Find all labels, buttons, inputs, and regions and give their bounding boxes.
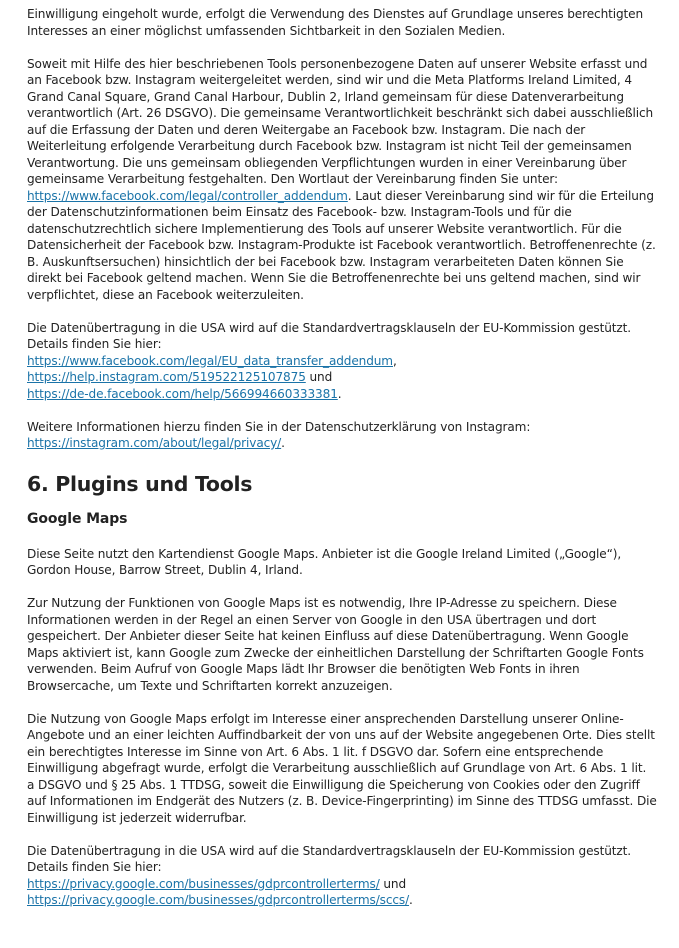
paragraph-joint-controllership (27, 56, 657, 304)
paragraph-consent-basis (27, 6, 657, 39)
controller-addendum-link[interactable]: https://www.facebook.com/legal/controller_addendum (27, 188, 348, 203)
paragraph-text: Einwilligung eingeholt wurde, erfolgt die Verwendung des Dienstes auf Grundlage unseres berechtigten Interesses an einer möglichst umfassenden Sichtbarkeit in den Sozialen Medien. (27, 7, 644, 38)
paragraph-text: Diese Seite nutzt den Kartendienst Google Maps. Anbieter ist die Google Ireland Limited („Google“), Gordon House, Barrow Street, Dublin 4, Irland. (27, 546, 622, 577)
separator: . (337, 386, 342, 401)
paragraph-us-transfer-google (27, 843, 657, 909)
subheading-google-maps: Google Maps (27, 510, 128, 527)
paragraph-google-maps-ip (27, 595, 657, 694)
facebook-help-link[interactable]: https://de-de.facebook.com/help/566994660333381 (27, 386, 338, 401)
paragraph-google-maps-provider (27, 546, 657, 579)
eu-data-transfer-addendum-link[interactable]: https://www.facebook.com/legal/EU_data_transfer_addendum (27, 353, 393, 368)
separator: . (409, 893, 413, 907)
paragraph-google-maps-legal-basis (27, 711, 657, 827)
gdpr-sccs-link[interactable]: https://privacy.google.com/businesses/gdprcontrollerterms/sccs/ (27, 893, 410, 907)
paragraph-instagram-privacy (27, 419, 657, 452)
separator: und (379, 876, 407, 891)
paragraph-text: . Laut dieser Vereinbarung sind wir für die Erteilung der Datenschutzinformationen beim Einsatz des Facebook- bzw. Instagram-Tools und für die datenschutzrechtlich sichere Implementierung des Tools auf unserer Website verantwortlich. Für die Datensicherheit der Facebook bzw. Instagram-Produkte ist Facebook verantwortlich. Betroffenenrechte (z. B. Auskunftsersuchen) hinsichtlich der bei Facebook bzw. Instagram verarbeiteten Daten können Sie direkt bei Facebook geltend machen. Wenn Sie die Betroffenenrechte bei uns geltend machen, sind wir verpflichtet, diese an Facebook weiterzuleiten. (27, 188, 656, 302)
paragraph-us-transfer-facebook (27, 320, 657, 403)
paragraph-text: Die Datenübertragung in die USA wird auf die Standardvertragsklauseln der EU-Kommission gestützt. Details finden Sie hier: (27, 843, 631, 874)
instagram-privacy-link[interactable]: https://instagram.com/about/legal/privacy/ (27, 436, 282, 450)
separator: und (305, 370, 333, 384)
paragraph-text: Die Datenübertragung in die USA wird auf die Standardvertragsklauseln der EU-Kommission gestützt. Details finden Sie hier: (27, 320, 631, 351)
gdpr-controller-terms-link[interactable]: https://privacy.google.com/businesses/gdprcontrollerterms/ (27, 876, 380, 891)
paragraph-text: Weitere Informationen hierzu finden Sie in der Datenschutzerklärung von Instagram: (27, 419, 531, 434)
privacy-policy-content (27, 6, 657, 909)
instagram-help-link[interactable]: https://help.instagram.com/519522125107875 (27, 370, 306, 384)
separator: , (392, 353, 397, 368)
paragraph-text: Die Nutzung von Google Maps erfolgt im Interesse einer ansprechenden Darstellung unserer Online-Angebote und an einer leichten Auffindbarkeit der von uns auf der Website angegebenen Orte. Dies stellt ein berechtigtes Interesse im Sinne von Art. 6 Abs. 1 lit. f DSGVO dar. Sofern eine entsprechende Einwilligung abgefragt wurde, erfolgt die Verarbeitung ausschließlich auf Grundlage von Art. 6 Abs. 1 lit. a DSGVO und § 25 Abs. 1 TTDSG, soweit die Einwilligung die Speicherung von Cookies oder den Zugriff auf Informationen im Endgerät des Nutzers (z. B. Device-Fingerprinting) im Sinne des TTDSG umfasst. Die Einwilligung ist jederzeit widerrufbar. (27, 711, 657, 825)
paragraph-text: Soweit mit Hilfe des hier beschriebenen Tools personenbezogene Daten auf unserer Website erfasst und an Facebook bzw. Instagram weitergeleitet werden, sind wir und die Meta Platforms Ireland Limited, 4 Grand Canal Square, Grand Canal Harbour, Dublin 2, Irland gemeinsam für diese Datenverarbeitung verantwortlich (Art. 26 DSGVO). Die gemeinsame Verantwortlichkeit beschränkt sich dabei ausschließlich auf die Erfassung der Daten und deren Weitergabe an Facebook bzw. Instagram. Die nach der Weiterleitung erfolgende Verarbeitung durch Facebook bzw. Instagram ist nicht Teil der gemeinsamen Verantwortung. Die uns gemeinsam obliegenden Verpflichtungen wurden in einer Vereinbarung über gemeinsame Verarbeitung festgehalten. Den Wortlaut der Vereinbarung finden Sie unter: (27, 56, 654, 186)
separator: . (281, 436, 285, 450)
paragraph-text: Zur Nutzung der Funktionen von Google Maps ist es notwendig, Ihre IP-Adresse zu speichern. Diese Informationen werden in der Regel an einen Server von Google in den USA übertragen und dort gespeichert. Der Anbieter dieser Seite hat keinen Einfluss auf diese Datenübertragung. Wenn Google Maps aktiviert ist, kann Google zum Zwecke der einheitlichen Darstellung der Schriftarten Google Fonts verwenden. Beim Aufruf von Google Maps lädt Ihr Browser die benötigten Web Fonts in ihren Browsercache, um Texte und Schriftarten korrekt anzuzeigen. (27, 596, 644, 693)
section-heading-plugins-tools: 6. Plugins und Tools (27, 471, 253, 496)
